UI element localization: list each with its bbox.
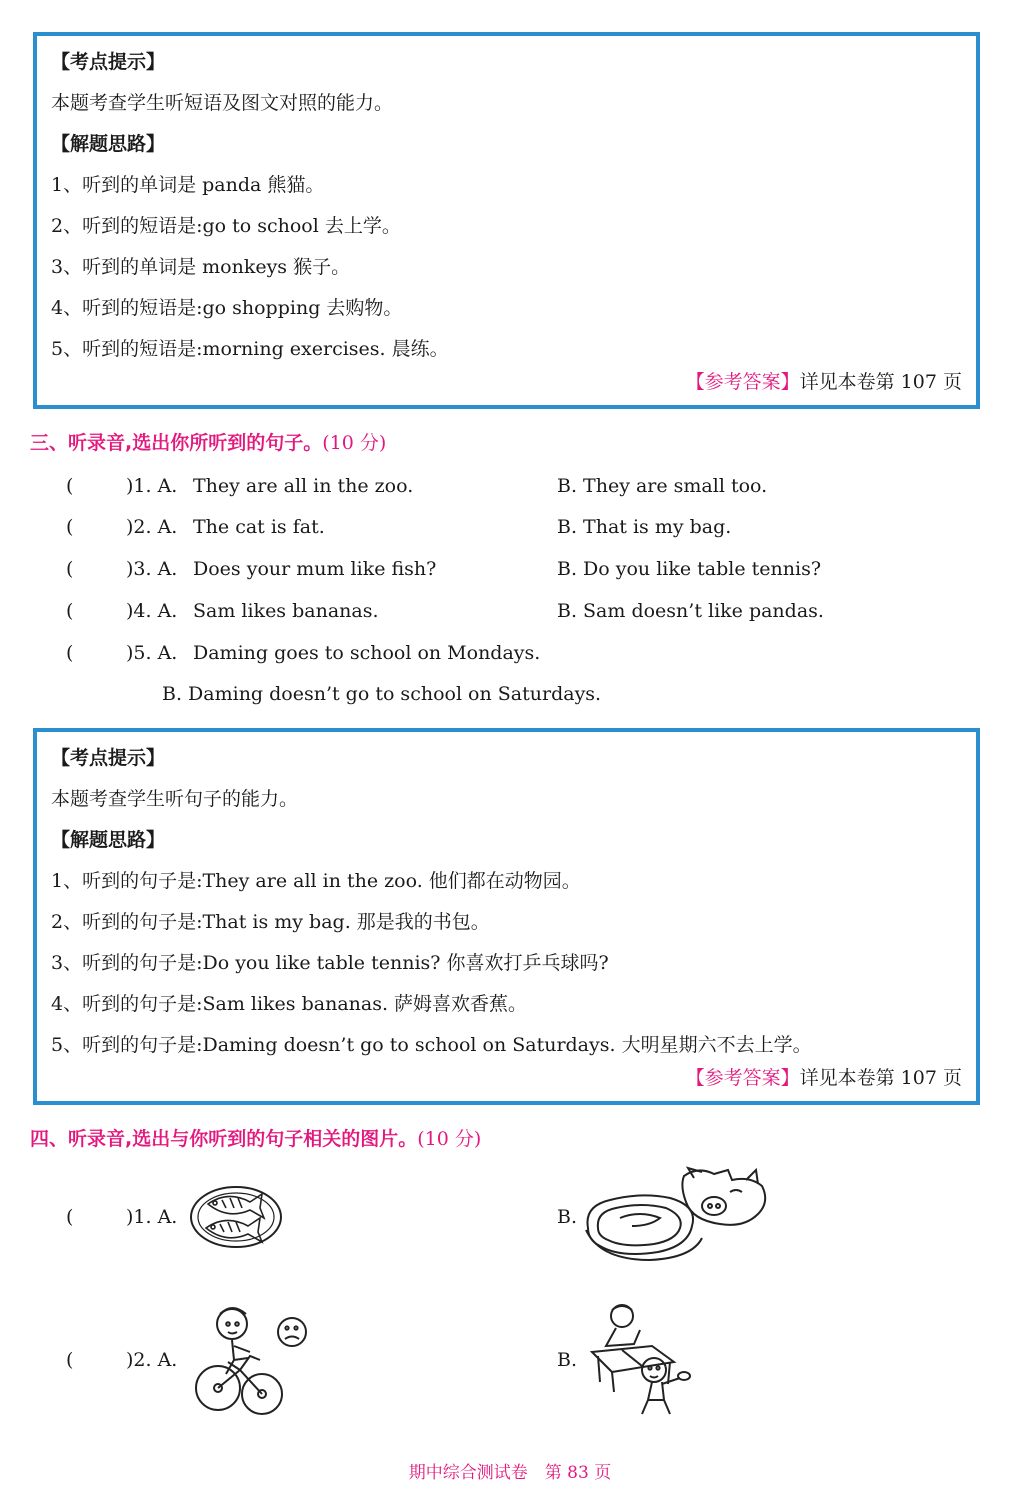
kids-table-tennis-image xyxy=(582,1300,694,1418)
option-a: Does your mum like fish? xyxy=(193,558,437,580)
section-3-title xyxy=(30,428,386,458)
hint-title: 【考点提示】 xyxy=(51,51,166,73)
question-number: )2. A. xyxy=(126,1349,178,1371)
section-4-heading: 四、听录音,选出与你听到的句子相关的图片。 xyxy=(30,1128,418,1150)
approach-line: 3、听到的句子是:Do you like table tennis? 你喜欢打乒乓球吗? xyxy=(51,952,609,974)
answer-paren[interactable]: ( xyxy=(66,1349,74,1371)
section-4-title xyxy=(30,1124,481,1154)
hint-title: 【考点提示】 xyxy=(51,747,166,769)
page-footer: 期中综合测试卷 第 83 页 xyxy=(408,1463,612,1483)
boy-on-bicycle-image xyxy=(188,1300,312,1418)
approach-line: 1、听到的单词是 panda 熊猫。 xyxy=(51,174,325,196)
approach-line: 2、听到的短语是:go to school 去上学。 xyxy=(51,215,401,237)
approach-line: 2、听到的句子是:That is my bag. 那是我的书包。 xyxy=(51,911,490,933)
hint-text: 本题考查学生听短语及图文对照的能力。 xyxy=(51,92,394,114)
approach-line: 5、听到的短语是:morning exercises. 晨练。 xyxy=(51,338,449,360)
approach-line: 5、听到的句子是:Daming doesn’t go to school on Saturdays. 大明星期六不去上学。 xyxy=(51,1034,812,1056)
question-number: )5. A. xyxy=(126,642,178,664)
option-b: B. Do you like table tennis? xyxy=(557,558,822,580)
approach-title: 【解题思路】 xyxy=(51,133,166,155)
section-3-heading: 三、听录音,选出你所听到的句子。 xyxy=(30,432,323,454)
option-b: B. They are small too. xyxy=(557,475,768,497)
answer-reference xyxy=(686,1063,962,1093)
option-a: Sam likes bananas. xyxy=(193,600,379,622)
option-a: Daming goes to school on Mondays. xyxy=(193,642,541,664)
option-a: The cat is fat. xyxy=(193,516,325,538)
option-b-label: B. xyxy=(557,1206,578,1228)
answer-reference-tag: 【参考答案】 xyxy=(685,371,800,393)
approach-title: 【解题思路】 xyxy=(51,829,166,851)
answer-reference-tag: 【参考答案】 xyxy=(685,1067,800,1089)
answer-paren[interactable]: ( xyxy=(66,600,74,622)
fish-plate-image xyxy=(188,1182,286,1252)
approach-line: 4、听到的句子是:Sam likes bananas. 萨姆喜欢香蕉。 xyxy=(51,993,528,1015)
section-3-points: (10 分) xyxy=(322,432,387,454)
section-4-points: (10 分) xyxy=(417,1128,482,1150)
hint-box-2 xyxy=(33,728,980,1105)
question-number: )4. A. xyxy=(126,600,178,622)
answer-paren[interactable]: ( xyxy=(66,642,74,664)
hint-box-1 xyxy=(33,32,980,409)
meat-and-pig-image xyxy=(580,1166,770,1264)
option-b-label: B. xyxy=(557,1349,578,1371)
question-number: )1. A. xyxy=(126,1206,178,1228)
approach-line: 4、听到的短语是:go shopping 去购物。 xyxy=(51,297,403,319)
answer-paren[interactable]: ( xyxy=(66,475,74,497)
option-b: B. Daming doesn’t go to school on Saturdays. xyxy=(162,683,602,705)
answer-reference xyxy=(686,367,962,397)
answer-reference-text: 详见本卷第 107 页 xyxy=(799,371,962,393)
option-b: B. That is my bag. xyxy=(557,516,732,538)
answer-paren[interactable]: ( xyxy=(66,558,74,580)
option-b: B. Sam doesn’t like pandas. xyxy=(557,600,824,622)
question-number: )2. A. xyxy=(126,516,178,538)
answer-paren[interactable]: ( xyxy=(66,1206,74,1228)
approach-line: 3、听到的单词是 monkeys 猴子。 xyxy=(51,256,351,278)
option-a: They are all in the zoo. xyxy=(193,475,414,497)
approach-line: 1、听到的句子是:They are all in the zoo. 他们都在动物园。 xyxy=(51,870,581,892)
question-number: )1. A. xyxy=(126,475,178,497)
hint-text: 本题考查学生听句子的能力。 xyxy=(51,788,299,810)
question-number: )3. A. xyxy=(126,558,178,580)
answer-reference-text: 详见本卷第 107 页 xyxy=(799,1067,962,1089)
answer-paren[interactable]: ( xyxy=(66,516,74,538)
